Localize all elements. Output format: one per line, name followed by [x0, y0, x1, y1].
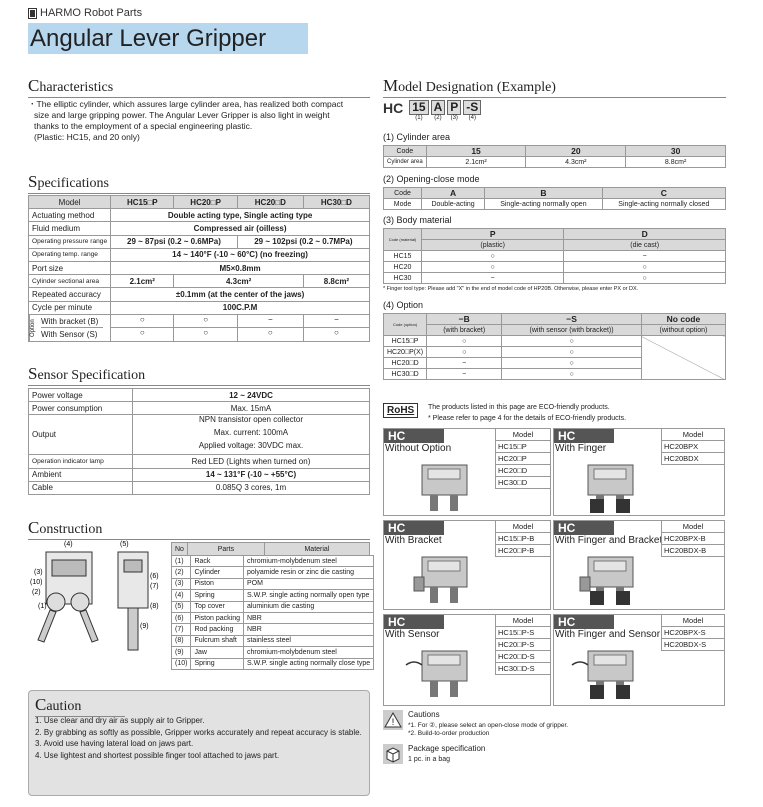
specifications-table: Model HC15□P HC20□P HC20□D HC30□D Actuating method Double acting type, Single acting type Fluid medium Compressed air (oilless) Operating pressure range 29 ~ 87psi (0.2 ~ 0.6MPa) 29 ~ 102psi (0.2 ~ 0.7MPa) Operating temp. range 14 ~ 140°F (-10 ~ 60°C) (no freezing) Port size M5×0.8mm Cylinder sectional area 2.1cm² 4.3cm² 8.8cm² Repeated accuracy ±0.1mm (at the center of the jaws) Cycle per minute 100C.P.M Option With bracket (B) With Sensor (S) ○ ○ ○ ○ − ○ − ○ — [28, 195, 370, 342]
card-label: With Finger and Sensor — [555, 629, 661, 640]
jaw-left — [38, 610, 56, 642]
caution-line: 4. Use lightest and shortest possible finger tool attached to jaws part. — [35, 750, 280, 760]
top-cover — [124, 560, 142, 572]
card-label: Without Option — [385, 443, 452, 454]
gripper-photo — [568, 547, 658, 607]
table-cell: (5) — [172, 601, 191, 612]
table-cell: stainless steel — [243, 635, 373, 646]
table-cell: NBR — [243, 624, 373, 635]
label-9: (9) — [140, 623, 149, 630]
table-cell: Rack — [191, 556, 244, 567]
table-cell: (3) — [172, 578, 191, 589]
cylinder-area-title: (1) Cylinder area — [383, 132, 451, 142]
model-code: HC20□D-S — [496, 651, 551, 663]
body-material-table: Code (material) P D (plastic) (die cast) HC15 ○ − HC20 ○ ○ HC30 − ○ — [383, 228, 726, 284]
table-cell: Spring — [191, 590, 244, 601]
opening-close-table: Code A B C Mode Double-acting Single-acting normally open Single-acting normally closed — [383, 187, 726, 210]
package-line: 1 pc. in a bag — [408, 756, 451, 763]
table-row — [172, 601, 374, 612]
model-code: HC20BDX-B — [662, 545, 725, 557]
card-model-table — [495, 428, 551, 489]
gripper-photo — [402, 547, 492, 607]
model-code: HC30□D-S — [496, 663, 551, 675]
model-header: Model — [496, 615, 551, 627]
rohs-line: * Please refer to page 4 for the details of ECO-friendly products. — [428, 415, 627, 422]
char-line: ・The elliptic cylinder, which assures large cylinder area, has realized both compact — [28, 99, 344, 109]
package-icon — [383, 744, 403, 764]
table-cell: Cylinder — [191, 567, 244, 578]
gripper-photo — [568, 641, 658, 701]
table-cell: (2) — [172, 567, 191, 578]
model-code: HC20BPX-B — [662, 533, 725, 545]
jaw-pivot-right — [71, 593, 89, 611]
model-code: HC15□P-B — [496, 533, 551, 545]
table-cell: (9) — [172, 647, 191, 658]
model-code: HC20BPX — [662, 441, 725, 453]
construction-heading: Construction — [28, 518, 370, 540]
gripper-photo — [402, 455, 492, 515]
designation-code: HC 15 (1) A (2) P (3) -S (4) — [383, 100, 481, 121]
hc-badge: HC — [384, 521, 444, 535]
table-cell: Piston packing — [191, 612, 244, 623]
model-code: HC20□P-B — [496, 545, 551, 557]
table-cell: (7) — [172, 624, 191, 635]
card-label: With Bracket — [385, 535, 442, 546]
model-code: HC20□D — [496, 465, 551, 477]
piston-left — [52, 560, 86, 576]
table-cell: Jaw — [191, 647, 244, 658]
body-material-title: (3) Body material — [383, 215, 452, 225]
jaw-pivot-left — [47, 593, 65, 611]
rohs-badge: RoHS — [383, 403, 418, 418]
body-material-note: * Finger tool type: Please add "X" in the end of model code of HP20B. Otherwise, please enter PX or DX. — [383, 286, 639, 292]
table-cell: chromium-molybdenum steel — [243, 556, 373, 567]
model-header: Model — [662, 429, 725, 441]
construction-table: No Parts Material — [171, 542, 370, 556]
caution-box — [28, 690, 370, 796]
label-8: (8) — [150, 603, 159, 610]
option-table: Code (option) −B −S No code (with bracket) (with sensor (with bracket)) (without option) HC15□P ○ ○ HC20□P(X) ○ ○ HC20□D − ○ HC30□D − ○ — [383, 313, 726, 380]
construction-diagram — [28, 540, 166, 658]
table-cell: (8) — [172, 635, 191, 646]
hc-badge: HC — [554, 615, 614, 629]
card-label: With Finger and Bracket — [555, 535, 663, 546]
warning-icon — [383, 710, 403, 730]
hc-badge: HC — [384, 615, 444, 629]
package-title: Package specification — [408, 744, 486, 753]
model-header: Model — [496, 429, 551, 441]
designation-heading: Model Designation (Example) — [383, 76, 726, 98]
caution-heading: Caution — [35, 695, 125, 717]
table-cell: POM — [243, 578, 373, 589]
product-card — [553, 614, 725, 706]
table-cell: NBR — [243, 612, 373, 623]
page-title: Angular Lever Gripper — [28, 23, 308, 54]
char-line: (Plastic: HC15, and 20 only) — [34, 132, 140, 142]
table-row — [172, 647, 374, 658]
model-code: HC20□P-S — [496, 639, 551, 651]
model-code: HC20BDX-S — [662, 639, 725, 651]
card-model-table — [495, 520, 551, 557]
specifications-heading: Specifications — [28, 172, 370, 194]
caution-line: 2. By grabbing as softly as possible, Gripper works accurately and repeat accuracy is stable. — [35, 727, 362, 737]
table-cell: S.W.P. single acting normally open type — [243, 590, 373, 601]
card-label: With Sensor — [385, 629, 440, 640]
cautions-title: Cautions — [408, 710, 440, 719]
table-row — [172, 612, 374, 623]
label-6: (6) — [150, 573, 159, 580]
table-row — [172, 556, 374, 567]
card-model-table — [661, 428, 725, 465]
jaw-side — [128, 608, 138, 650]
label-3: (3) — [34, 569, 43, 576]
table-cell: S.W.P. single acting normally close type — [243, 658, 373, 669]
sensor-table: Power voltage 12 ~ 24VDC Power consumption Max. 15mA Output NPN transistor open collector Max. current: 100mA Applied voltage: 30VDC max. Operation indicator lamp Red LED (Lights when turned on) Ambient 14 ~ 131°F (-10 ~ +55°C) Cable 0.085Q 3 cores, 1m — [28, 388, 370, 495]
table-cell: (4) — [172, 590, 191, 601]
hc-badge: HC — [384, 429, 444, 443]
card-model-table — [495, 614, 551, 675]
label-1: (1) — [38, 603, 47, 610]
label-4: (4) — [64, 541, 73, 548]
model-code: HC15□P — [496, 441, 551, 453]
char-line: size and large gripping power. The Angular Lever Gripper is also light in weight — [34, 110, 330, 120]
cautions-line: *1. For ②, please select an open-close mode of gripper. — [408, 722, 569, 729]
characteristics-heading: Characteristics — [28, 76, 370, 98]
card-label: With Finger — [555, 443, 607, 454]
model-header: Model — [496, 521, 551, 533]
table-row — [172, 624, 374, 635]
table-row — [172, 658, 374, 669]
jaw-right — [80, 610, 98, 642]
table-row — [172, 635, 374, 646]
product-card — [383, 520, 551, 610]
table-row — [172, 590, 374, 601]
char-line: thanks to the employment of a special engineering plastic. — [34, 121, 253, 131]
gripper-photo — [568, 455, 658, 515]
table-cell: (6) — [172, 612, 191, 623]
opening-close-title: (2) Opening-close mode — [383, 174, 480, 184]
table-cell: (1) — [172, 556, 191, 567]
svg-text:!: ! — [391, 717, 395, 727]
table-cell: Top cover — [191, 601, 244, 612]
hc-badge: HC — [554, 521, 614, 535]
rohs-line: The products listed in this page are ECO-friendly products. — [428, 404, 610, 411]
label-7: (7) — [150, 583, 159, 590]
table-cell: Fulcrum shaft — [191, 635, 244, 646]
table-row — [172, 567, 374, 578]
card-model-table — [661, 614, 725, 651]
product-card — [553, 428, 725, 516]
model-code: HC20□P — [496, 453, 551, 465]
model-code: HC30□D — [496, 477, 551, 489]
model-code: HC20BDX — [662, 453, 725, 465]
table-cell: chromium-molybdenum steel — [243, 647, 373, 658]
table-cell: polyamide resin or zinc die casting — [243, 567, 373, 578]
option-title: (4) Option — [383, 300, 424, 310]
cylinder-area-table: Code 15 20 30 Cylinder area 2.1cm² 4.3cm² 8.8cm² — [383, 145, 726, 168]
table-cell: Piston — [191, 578, 244, 589]
construction-table-body — [171, 555, 374, 670]
table-cell: aluminium die casting — [243, 601, 373, 612]
caution-line: 3. Avoid use having lateral load on jaws part. — [35, 739, 194, 748]
table-cell: (10) — [172, 658, 191, 669]
product-card — [383, 614, 551, 706]
brand-logo-icon — [28, 8, 37, 19]
model-code: HC20BPX-S — [662, 627, 725, 639]
table-cell: Rod packing — [191, 624, 244, 635]
hc-badge: HC — [554, 429, 614, 443]
product-card — [553, 520, 725, 610]
label-5: (5) — [120, 541, 129, 548]
caution-line: 1. Use clear and dry air as supply air to Gripper. — [35, 716, 205, 725]
label-10: (10) — [30, 579, 43, 586]
label-2: (2) — [32, 589, 41, 596]
model-code: HC15□P-S — [496, 627, 551, 639]
table-row — [172, 578, 374, 589]
model-header: Model — [662, 521, 725, 533]
brand: HARMO Robot Parts — [28, 7, 142, 19]
sensor-heading: Sensor Specification — [28, 364, 370, 386]
card-model-table — [661, 520, 725, 557]
characteristics-text — [28, 99, 370, 143]
cautions-line: *2. Build-to-order production — [408, 730, 490, 737]
gripper-photo — [402, 641, 492, 701]
table-cell: Spring — [191, 658, 244, 669]
product-card — [383, 428, 551, 516]
model-header: Model — [662, 615, 725, 627]
